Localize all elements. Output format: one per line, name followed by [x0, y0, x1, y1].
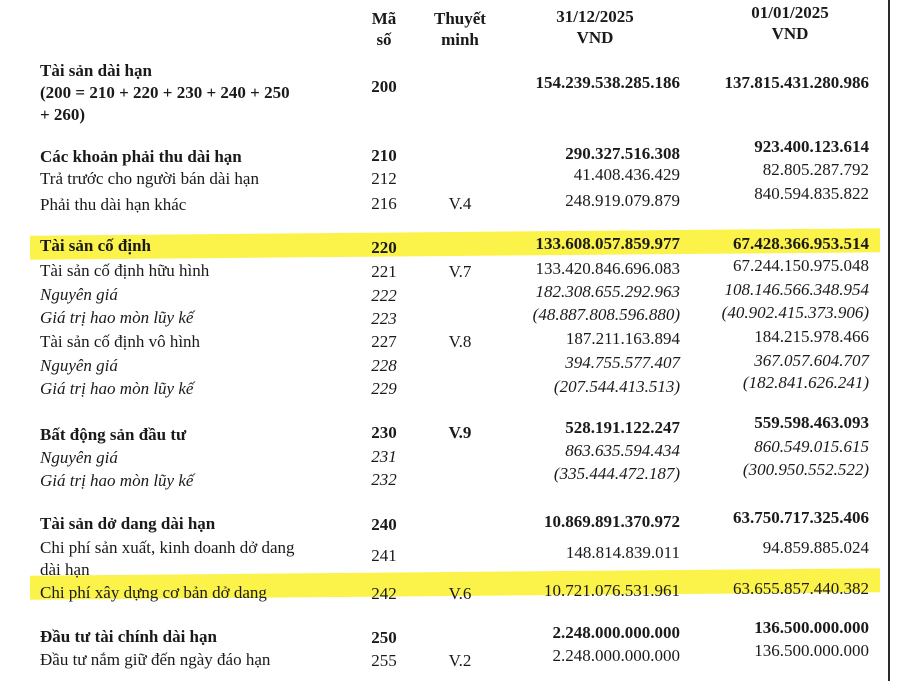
- row-label: Nguyên giá: [40, 285, 118, 304]
- row-value-2025-01-01: 860.549.015.615: [754, 437, 869, 456]
- row-code: 216: [371, 194, 397, 213]
- row-note: V.9: [448, 423, 472, 442]
- row-value-2025-01-01: 94.859.885.024: [762, 538, 869, 557]
- row-label: Tài sản cố định vô hình: [40, 332, 201, 351]
- row-code: 255: [371, 651, 397, 670]
- row-code: 240: [371, 515, 397, 534]
- page-edge-line: [888, 0, 890, 681]
- row-code: 200: [371, 77, 397, 96]
- row-value-2025-01-01: 136.500.000.000: [754, 641, 869, 660]
- row-value-2025-01-01: 67.244.150.975.048: [733, 256, 869, 275]
- row-value-2025-12-31: (335.444.472.187): [553, 464, 680, 483]
- row-code: 227: [371, 332, 397, 351]
- header-col1-date: 31/12/2025: [556, 7, 634, 26]
- row-label: Trả trước cho người bán dài hạn: [40, 169, 259, 188]
- row-code: 241: [371, 546, 397, 565]
- header-col1-unit: VND: [576, 28, 614, 47]
- header-code-line2: số: [376, 30, 392, 49]
- row-value-2025-12-31: 154.239.538.285.186: [535, 73, 680, 92]
- row-code: 232: [371, 470, 397, 489]
- row-note: V.6: [448, 584, 472, 603]
- row-code: 229: [371, 379, 397, 398]
- row-label: Tài sản dài hạn (200 = 210 + 220 + 230 + 240 + 250 + 260): [40, 61, 290, 124]
- row-value-2025-12-31: (207.544.413.513): [553, 377, 680, 396]
- header-col2-date: 01/01/2025: [751, 3, 829, 22]
- row-value-2025-12-31: 248.919.079.879: [565, 191, 680, 210]
- header-note: [418, 8, 502, 50]
- row-label: Tài sản cố định hữu hình: [40, 261, 210, 280]
- row-code: 220: [371, 238, 397, 257]
- row-value-2025-01-01: 63.750.717.325.406: [733, 508, 869, 527]
- row-value-2025-01-01: 108.146.566.348.954: [724, 280, 869, 299]
- row-label: Giá trị hao mòn lũy kế: [40, 471, 194, 490]
- header-col1: [520, 6, 670, 48]
- row-value-2025-01-01: 367.057.604.707: [754, 351, 869, 370]
- header-note-line1: Thuyết: [434, 9, 486, 28]
- row-label: Bất động sản đầu tư: [40, 425, 187, 444]
- row-code: 210: [371, 146, 397, 165]
- row-value-2025-12-31: 133.420.846.696.083: [535, 259, 680, 278]
- header-col2: [715, 2, 865, 44]
- row-value-2025-01-01: (40.902.415.373.906): [721, 303, 869, 322]
- row-code: 228: [371, 356, 397, 375]
- row-value-2025-01-01: 559.598.463.093: [754, 413, 869, 432]
- row-value-2025-01-01: 184.215.978.466: [754, 327, 869, 346]
- row-note: V.8: [448, 332, 472, 351]
- row-label: Tài sản dở dang dài hạn: [40, 514, 216, 533]
- row-code: 223: [371, 309, 397, 328]
- row-label: Đầu tư nắm giữ đến ngày đáo hạn: [40, 650, 271, 669]
- header-col2-unit: VND: [771, 24, 809, 43]
- row-code: 212: [371, 169, 397, 188]
- row-value-2025-01-01: 63.655.857.440.382: [733, 579, 869, 598]
- row-value-2025-12-31: 187.211.163.894: [565, 329, 680, 348]
- row-label: Nguyên giá: [40, 356, 118, 375]
- row-code: 231: [371, 447, 397, 466]
- row-code: 222: [371, 286, 397, 305]
- row-value-2025-01-01: 67.428.366.953.514: [733, 234, 869, 253]
- row-label: Chi phí xây dựng cơ bản dở dang: [40, 583, 267, 602]
- row-value-2025-12-31: 290.327.516.308: [565, 144, 680, 163]
- row-code: 221: [371, 262, 397, 281]
- row-label: Giá trị hao mòn lũy kế: [40, 379, 194, 398]
- row-value-2025-01-01: 136.500.000.000: [754, 618, 869, 637]
- header-code-line1: Mã: [371, 9, 397, 28]
- row-note: V.2: [448, 651, 472, 670]
- row-label: Tài sản cố định: [40, 236, 152, 255]
- row-value-2025-01-01: (182.841.626.241): [742, 373, 869, 392]
- row-code: 250: [371, 628, 397, 647]
- row-note: V.7: [448, 262, 472, 281]
- row-code: 242: [371, 584, 397, 603]
- row-value-2025-12-31: 41.408.436.429: [573, 165, 680, 184]
- row-value-2025-12-31: 133.608.057.859.977: [535, 234, 680, 253]
- header-code: [352, 8, 416, 50]
- row-label: Các khoản phải thu dài hạn: [40, 147, 242, 166]
- row-value-2025-12-31: 863.635.594.434: [565, 441, 680, 460]
- row-value-2025-12-31: 528.191.122.247: [565, 418, 680, 437]
- row-label: Phải thu dài hạn khác: [40, 195, 187, 214]
- row-code: 230: [371, 423, 397, 442]
- row-value-2025-12-31: 394.755.577.407: [565, 353, 680, 372]
- row-value-2025-12-31: 10.869.891.370.972: [544, 512, 680, 531]
- row-label: Giá trị hao mòn lũy kế: [40, 308, 194, 327]
- row-value-2025-01-01: 137.815.431.280.986: [724, 73, 869, 92]
- row-value-2025-01-01: 923.400.123.614: [754, 137, 869, 156]
- row-value-2025-12-31: 148.814.839.011: [565, 543, 680, 562]
- header-note-line2: minh: [441, 30, 479, 49]
- row-label: Đầu tư tài chính dài hạn: [40, 627, 217, 646]
- row-note: V.4: [448, 194, 472, 213]
- row-label: Chi phí sản xuất, kinh doanh dở dang dài hạn: [40, 538, 295, 579]
- row-label: Nguyên giá: [40, 448, 118, 467]
- row-value-2025-01-01: 840.594.835.822: [754, 184, 869, 203]
- row-value-2025-01-01: (300.950.552.522): [742, 460, 869, 479]
- row-value-2025-12-31: 10.721.076.531.961: [544, 581, 680, 600]
- row-value-2025-12-31: (48.887.808.596.880): [532, 305, 680, 324]
- row-value-2025-12-31: 2.248.000.000.000: [552, 646, 680, 665]
- row-value-2025-12-31: 2.248.000.000.000: [552, 623, 680, 642]
- row-value-2025-01-01: 82.805.287.792: [762, 160, 869, 179]
- row-value-2025-12-31: 182.308.655.292.963: [535, 282, 680, 301]
